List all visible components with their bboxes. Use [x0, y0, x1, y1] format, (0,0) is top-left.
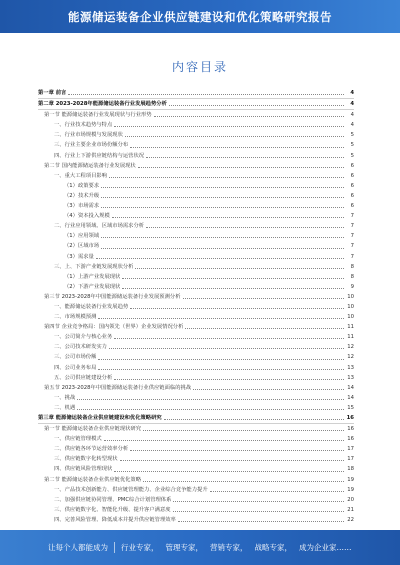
toc-page-number: 13 — [347, 374, 354, 381]
toc-page-number: 5 — [350, 152, 354, 159]
toc-entry[interactable] — [38, 262, 354, 272]
toc-entry-title: 第五节 2023-2028年中国能源储运装备行业供应链面临的挑战 — [44, 384, 192, 391]
toc-leader-dots — [101, 186, 344, 188]
toc-entry[interactable] — [38, 393, 354, 403]
toc-entry[interactable] — [38, 120, 354, 130]
toc-entry[interactable] — [38, 130, 354, 140]
toc-entry[interactable] — [38, 342, 354, 352]
toc-leader-dots — [77, 408, 344, 410]
toc-page-number: 7 — [350, 243, 354, 250]
toc-entry-title: 三、供应链数字化、智能化升级、提升客户满意度 — [54, 506, 171, 513]
toc-leader-dots — [143, 480, 344, 482]
toc-leader-dots — [109, 347, 344, 349]
toc-entry[interactable] — [38, 424, 354, 434]
toc-page-number: 10 — [347, 303, 354, 310]
toc-entry-title: （3）市场需求 — [64, 203, 100, 210]
toc-page-number: 21 — [347, 506, 354, 513]
toc-leader-dots — [98, 358, 344, 360]
toc-page-number: 6 — [350, 203, 354, 210]
toc-leader-dots — [114, 337, 344, 339]
toc-page-number: 4 — [350, 112, 354, 119]
toc-entry-title: 第二节 能源储运装备企业供应链优化策略 — [44, 476, 142, 483]
toc-entry[interactable] — [38, 110, 354, 120]
toc-leader-dots — [112, 216, 344, 218]
toc-leader-dots — [130, 449, 344, 451]
toc-entry[interactable] — [38, 171, 354, 181]
toc-leader-dots — [101, 236, 344, 238]
toc-entry-title: （2）区域市场 — [64, 243, 100, 250]
toc-page-number: 8 — [350, 263, 354, 270]
toc-leader-dots — [183, 297, 345, 299]
toc-entry[interactable] — [38, 161, 354, 171]
toc-entry-title: 第三节 2023-2028年中国能源储运装备行业发展预测分析 — [44, 293, 181, 300]
toc-page-number: 7 — [350, 233, 354, 240]
toc-leader-dots — [210, 490, 344, 492]
toc-entry[interactable] — [38, 495, 354, 505]
toc-entry[interactable] — [38, 464, 354, 474]
toc-entry-title: 第一节 能源储运装备行业发展现状与行业形势 — [44, 112, 152, 119]
toc-entry[interactable] — [38, 181, 354, 191]
toc-leader-dots — [122, 277, 344, 279]
toc-entry[interactable] — [38, 505, 354, 515]
toc-leader-dots — [114, 378, 344, 380]
toc-page-number: 7 — [350, 223, 354, 230]
toc-entry-title: 第一节 能源储运装备企业供应链现状研究 — [44, 426, 142, 433]
toc-page-number: 22 — [347, 516, 354, 523]
toc-entry-title: 二、行业市场规模与发展现状 — [54, 132, 123, 139]
toc-leader-dots — [98, 368, 344, 370]
report-footer — [0, 530, 400, 565]
toc-entry-title: （1）应用领域 — [64, 233, 100, 240]
toc-entry-title: 一、重大工程项目影响 — [54, 172, 107, 179]
toc-entry[interactable] — [38, 383, 354, 393]
toc-leader-dots — [178, 520, 344, 522]
toc-page-number: 19 — [347, 476, 354, 483]
toc-leader-dots — [101, 206, 344, 208]
toc-page-number: 7 — [350, 253, 354, 260]
toc-entry-title: （1）政策要求 — [64, 182, 100, 189]
toc-entry[interactable] — [38, 454, 354, 464]
toc-entry-title: 第二章 2023-2028年能源储运装备行业发展趋势分析 — [38, 101, 167, 108]
toc-entry[interactable] — [38, 140, 354, 150]
toc-page-number: 16 — [347, 426, 354, 433]
footer-tag: 行业专家， — [121, 543, 159, 552]
toc-page-number: 20 — [347, 496, 354, 503]
toc-entry[interactable] — [38, 332, 354, 342]
toc-entry-title: 二、市场规模预测 — [54, 314, 97, 321]
toc-entry-title: 二、行业应用领域、区域市场需求分析 — [54, 223, 145, 230]
toc-entry[interactable] — [38, 434, 354, 444]
toc-entry-title: 四、完善风险管理、降低成本并提升供应链管理效率 — [54, 516, 176, 523]
toc-page-number: 16 — [346, 415, 354, 421]
toc-entry-title: （4）资本投入规模 — [64, 213, 110, 220]
toc-entry[interactable] — [38, 352, 354, 362]
toc-entry-title: 一、行业技术趋势与特点 — [54, 122, 113, 129]
toc-entry[interactable] — [38, 201, 354, 211]
toc-entry[interactable] — [38, 302, 354, 312]
toc-leader-dots — [120, 459, 344, 461]
toc-page-number: 4 — [350, 101, 354, 108]
toc-entry[interactable] — [38, 151, 354, 161]
toc-leader-dots — [104, 439, 344, 441]
toc-entry-title: 三、公司市场份额 — [54, 354, 97, 361]
toc-leader-dots — [68, 93, 344, 95]
toc-entry-title: 一、供应链管理模式 — [54, 436, 102, 443]
toc-page-number: 5 — [350, 132, 354, 139]
footer-tag: 营销专家， — [210, 543, 248, 552]
toc-leader-dots — [98, 317, 344, 319]
toc-entry-title: 五、公司供应链建设分析 — [54, 374, 113, 381]
toc-leader-dots — [101, 196, 344, 198]
toc-leader-dots — [135, 267, 344, 269]
toc-entry-title: （2）下游产业发展现状 — [64, 283, 121, 290]
toc-entry[interactable] — [38, 413, 354, 424]
toc-entry-title: 一、能源储运装备行业发展趋势 — [54, 303, 129, 310]
toc-entry-title: （1）上游产业发展现状 — [64, 273, 121, 280]
toc-entry[interactable] — [38, 485, 354, 495]
toc-page-number: 15 — [347, 404, 354, 411]
toc-entry[interactable] — [38, 312, 354, 322]
toc-entry[interactable] — [38, 211, 354, 221]
toc-entry[interactable] — [38, 515, 354, 525]
toc-page-number: 7 — [350, 213, 354, 220]
toc-entry-title: 第一章 前言 — [38, 90, 67, 96]
toc-leader-dots — [146, 226, 344, 228]
toc-page-number: 18 — [347, 466, 354, 473]
toc-page-number: 8 — [350, 273, 354, 280]
toc-page-number: 13 — [347, 364, 354, 371]
toc-entry-title: 四、行业上下游供应链结构与运营状况 — [54, 152, 145, 159]
toc-page-number: 12 — [347, 344, 354, 351]
toc-leader-dots — [114, 470, 344, 472]
toc-entry[interactable] — [38, 221, 354, 231]
toc-leader-dots — [130, 146, 344, 148]
toc-entry-title: 第二节 国内能源储运装备行业发展现状 — [44, 162, 136, 169]
toc-entry-title: 二、公司技术研发实力 — [54, 344, 107, 351]
toc-entry[interactable] — [38, 475, 354, 485]
footer-tag: 管理专家， — [165, 543, 203, 552]
toc-page-number: 6 — [350, 192, 354, 199]
toc-entry[interactable] — [38, 99, 354, 110]
toc-entry-title: 第四节 企业竞争格局：国内领先（世界）企业发展情况分析 — [44, 324, 184, 331]
toc-page-number: 16 — [347, 436, 354, 443]
toc-entry-title: （3）需求量 — [64, 253, 94, 260]
toc-page-number: 10 — [347, 314, 354, 321]
toc-entry-title: 一、公司简介与核心业务 — [54, 334, 113, 341]
toc-page-number: 14 — [347, 394, 354, 401]
toc-leader-dots — [109, 176, 344, 178]
toc-leader-dots — [138, 166, 344, 168]
toc-entry-title: 三、行业主要企业市场份额分布 — [54, 142, 129, 149]
toc-entry-title: 四、公司业务布局 — [54, 364, 97, 371]
toc-leader-dots — [122, 287, 344, 289]
toc-entry-title: 三、供应链数字化转型现状 — [54, 456, 118, 463]
toc-entry-title: 四、供应链风险管理现状 — [54, 466, 113, 473]
footer-tag: 成为企业家…… — [299, 543, 352, 552]
toc-page-number: 10 — [347, 293, 354, 300]
toc-leader-dots — [114, 125, 344, 127]
toc-leader-dots — [101, 247, 344, 249]
toc-leader-dots — [143, 429, 344, 431]
toc-entry[interactable] — [38, 322, 354, 332]
toc-entry[interactable] — [38, 363, 354, 373]
toc-entry-title: 第三章 能源储运装备企业供应链建设和优化策略研究 — [38, 415, 162, 421]
toc-entry[interactable] — [38, 241, 354, 251]
toc-leader-dots — [169, 104, 344, 106]
toc-entry-title: 一、产品技术创新能力、供应链管理能力、企业综合竞争能力提升 — [54, 486, 208, 493]
toc-entry[interactable] — [38, 444, 354, 454]
toc-leader-dots — [77, 398, 344, 400]
toc-entry[interactable] — [38, 252, 354, 262]
toc-page-number: 6 — [350, 172, 354, 179]
toc-page-number: 5 — [350, 142, 354, 149]
report-header — [0, 0, 400, 33]
toc-page-number: 4 — [350, 90, 354, 96]
toc-page-number: 9 — [350, 283, 354, 290]
toc-page-number: 17 — [347, 456, 354, 463]
toc-page-number: 11 — [347, 324, 354, 331]
toc-leader-dots — [173, 500, 344, 502]
toc-page-number: 6 — [350, 162, 354, 169]
toc-heading: 内容目录 — [171, 60, 228, 74]
toc-entry[interactable] — [38, 88, 354, 99]
report-title: 能源储运装备企业供应链建设和优化策略研究报告 — [68, 9, 332, 24]
toc-leader-dots — [193, 388, 344, 390]
footer-tags — [114, 542, 359, 553]
toc-leader-dots — [96, 257, 344, 259]
toc-entry-title: 一、挑战 — [54, 394, 76, 401]
toc-leader-dots — [185, 327, 344, 329]
toc-page-number: 11 — [347, 334, 354, 341]
toc-page-number: 6 — [350, 182, 354, 189]
toc-entry[interactable] — [38, 373, 354, 383]
toc-leader-dots — [154, 115, 344, 117]
toc-entry-title: 二、供应链各环节运营效率分析 — [54, 446, 129, 453]
toc-entry[interactable] — [38, 231, 354, 241]
toc-entry-title: 二、机遇 — [54, 404, 76, 411]
footer-slogan: 让每个人都能成为 — [48, 543, 108, 552]
toc-entry[interactable] — [38, 282, 354, 292]
toc-leader-dots — [125, 135, 344, 137]
toc-entry[interactable] — [38, 403, 354, 413]
toc-leader-dots — [130, 307, 344, 309]
toc-entry[interactable] — [38, 292, 354, 302]
toc-entry-title: 三、上、下游产业链发展现状分析 — [54, 263, 134, 270]
toc-leader-dots — [164, 418, 344, 420]
toc-page-number: 19 — [347, 486, 354, 493]
toc-leader-dots — [173, 510, 344, 512]
toc-page-number: 4 — [350, 122, 354, 129]
toc-leader-dots — [146, 156, 344, 158]
toc-entry[interactable] — [38, 272, 354, 282]
toc-entry-title: 二、加强供应链协同管理、PMC综合计划管理体系 — [54, 496, 172, 503]
footer-tag: 战略专家， — [254, 543, 292, 552]
toc-page-number: 14 — [347, 384, 354, 391]
toc-page-number: 17 — [347, 446, 354, 453]
toc-page-number: 12 — [347, 354, 354, 361]
toc-entry[interactable] — [38, 191, 354, 201]
table-of-contents — [38, 88, 354, 525]
toc-entry-title: （2）技术升级 — [64, 192, 100, 199]
